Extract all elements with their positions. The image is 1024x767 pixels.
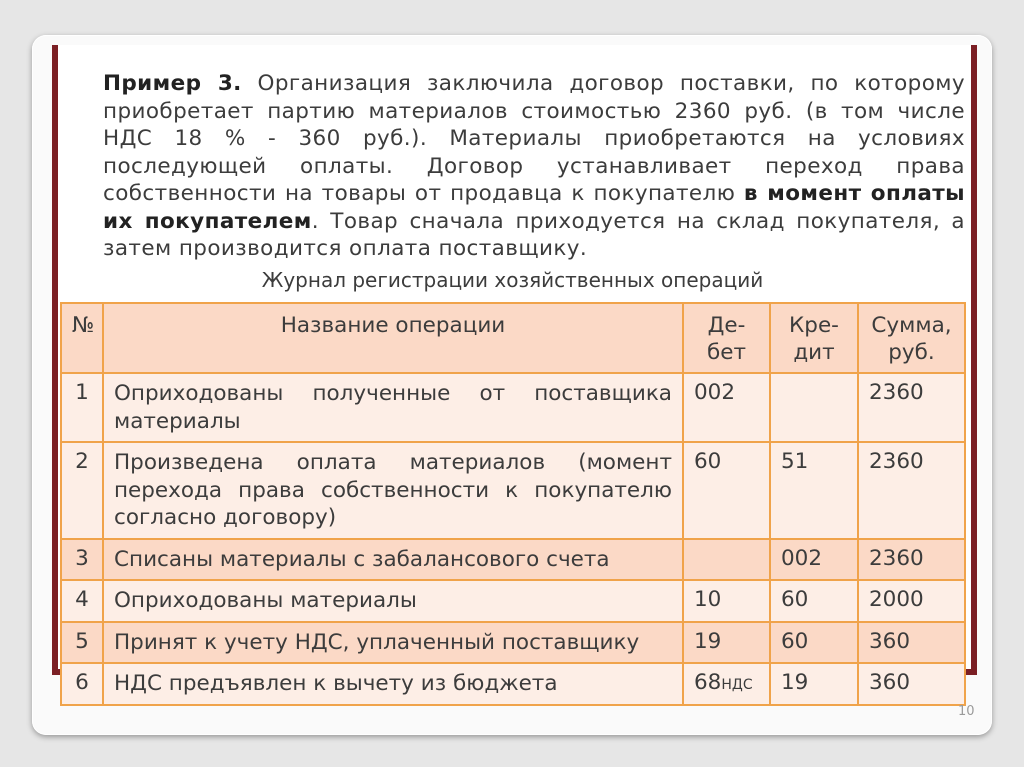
- operation-name: НДС предъявлен к вычету из бюджета: [103, 663, 683, 705]
- row-number: 6: [61, 663, 103, 705]
- header-num: №: [61, 303, 103, 373]
- table-header-row: [61, 303, 965, 373]
- problem-text-part1: Организация заключила договор поставки, по которому приобретает партию материалов стоимостью 2360 руб. (в том числе НДС 18 % - 360 руб.). Материалы приобретаются на условиях последующей оплаты. Договор устанавливает переход права собственности на товары от продавца к покупателю: [103, 71, 965, 206]
- problem-text-part2: . Товар сначала приходуется на склад покупателя, а затем производится оплата поставщику.: [103, 208, 965, 261]
- row-number: 3: [61, 539, 103, 581]
- debit-cell: 19: [683, 622, 770, 664]
- credit-cell: 60: [770, 622, 858, 664]
- page-number: 10: [958, 704, 975, 719]
- table-row: [61, 373, 965, 442]
- sum-cell: 2000: [858, 580, 965, 622]
- header-name: Название операции: [103, 303, 683, 373]
- operation-name: Оприходованы полученные от поставщика материалы: [103, 373, 683, 442]
- row-number: 2: [61, 442, 103, 539]
- header-sum: Сумма, руб.: [858, 303, 965, 373]
- sum-cell: 360: [858, 622, 965, 664]
- sum-cell: 360: [858, 663, 965, 705]
- operation-name: Принят к учету НДС, уплаченный поставщику: [103, 622, 683, 664]
- debit-cell: 002: [683, 373, 770, 442]
- sum-cell: 2360: [858, 373, 965, 442]
- header-debit: Де- бет: [683, 303, 770, 373]
- credit-cell: 51: [770, 442, 858, 539]
- debit-cell: 10: [683, 580, 770, 622]
- debit-cell: [683, 539, 770, 581]
- row-number: 4: [61, 580, 103, 622]
- table-row: [61, 539, 965, 581]
- table-row: [61, 442, 965, 539]
- problem-text-bold: в момент оплаты их покупателем: [103, 181, 965, 234]
- credit-cell: [770, 373, 858, 442]
- debit-cell: 60: [683, 442, 770, 539]
- credit-cell: 60: [770, 580, 858, 622]
- header-credit: Кре- дит: [770, 303, 858, 373]
- table-row: [61, 580, 965, 622]
- example-label: Пример 3.: [103, 71, 242, 96]
- credit-cell: 002: [770, 539, 858, 581]
- operation-name: Произведена оплата материалов (момент перехода права собственности к покупателю согласно договору): [103, 442, 683, 539]
- credit-cell: 19: [770, 663, 858, 705]
- table-row: [61, 622, 965, 664]
- operation-name: Списаны материалы с забалансового счета: [103, 539, 683, 581]
- problem-text: [103, 70, 965, 263]
- sum-cell: 2360: [858, 539, 965, 581]
- row-number: 5: [61, 622, 103, 664]
- table-row: [61, 663, 965, 705]
- operations-journal-table: [60, 302, 966, 706]
- table-caption: Журнал регистрации хозяйственных операций: [261, 268, 764, 292]
- debit-value: 68: [694, 670, 722, 695]
- operation-name: Оприходованы материалы: [103, 580, 683, 622]
- row-number: 1: [61, 373, 103, 442]
- debit-cell: [683, 663, 770, 705]
- debit-subaccount-note: НДС: [721, 677, 753, 693]
- sum-cell: 2360: [858, 442, 965, 539]
